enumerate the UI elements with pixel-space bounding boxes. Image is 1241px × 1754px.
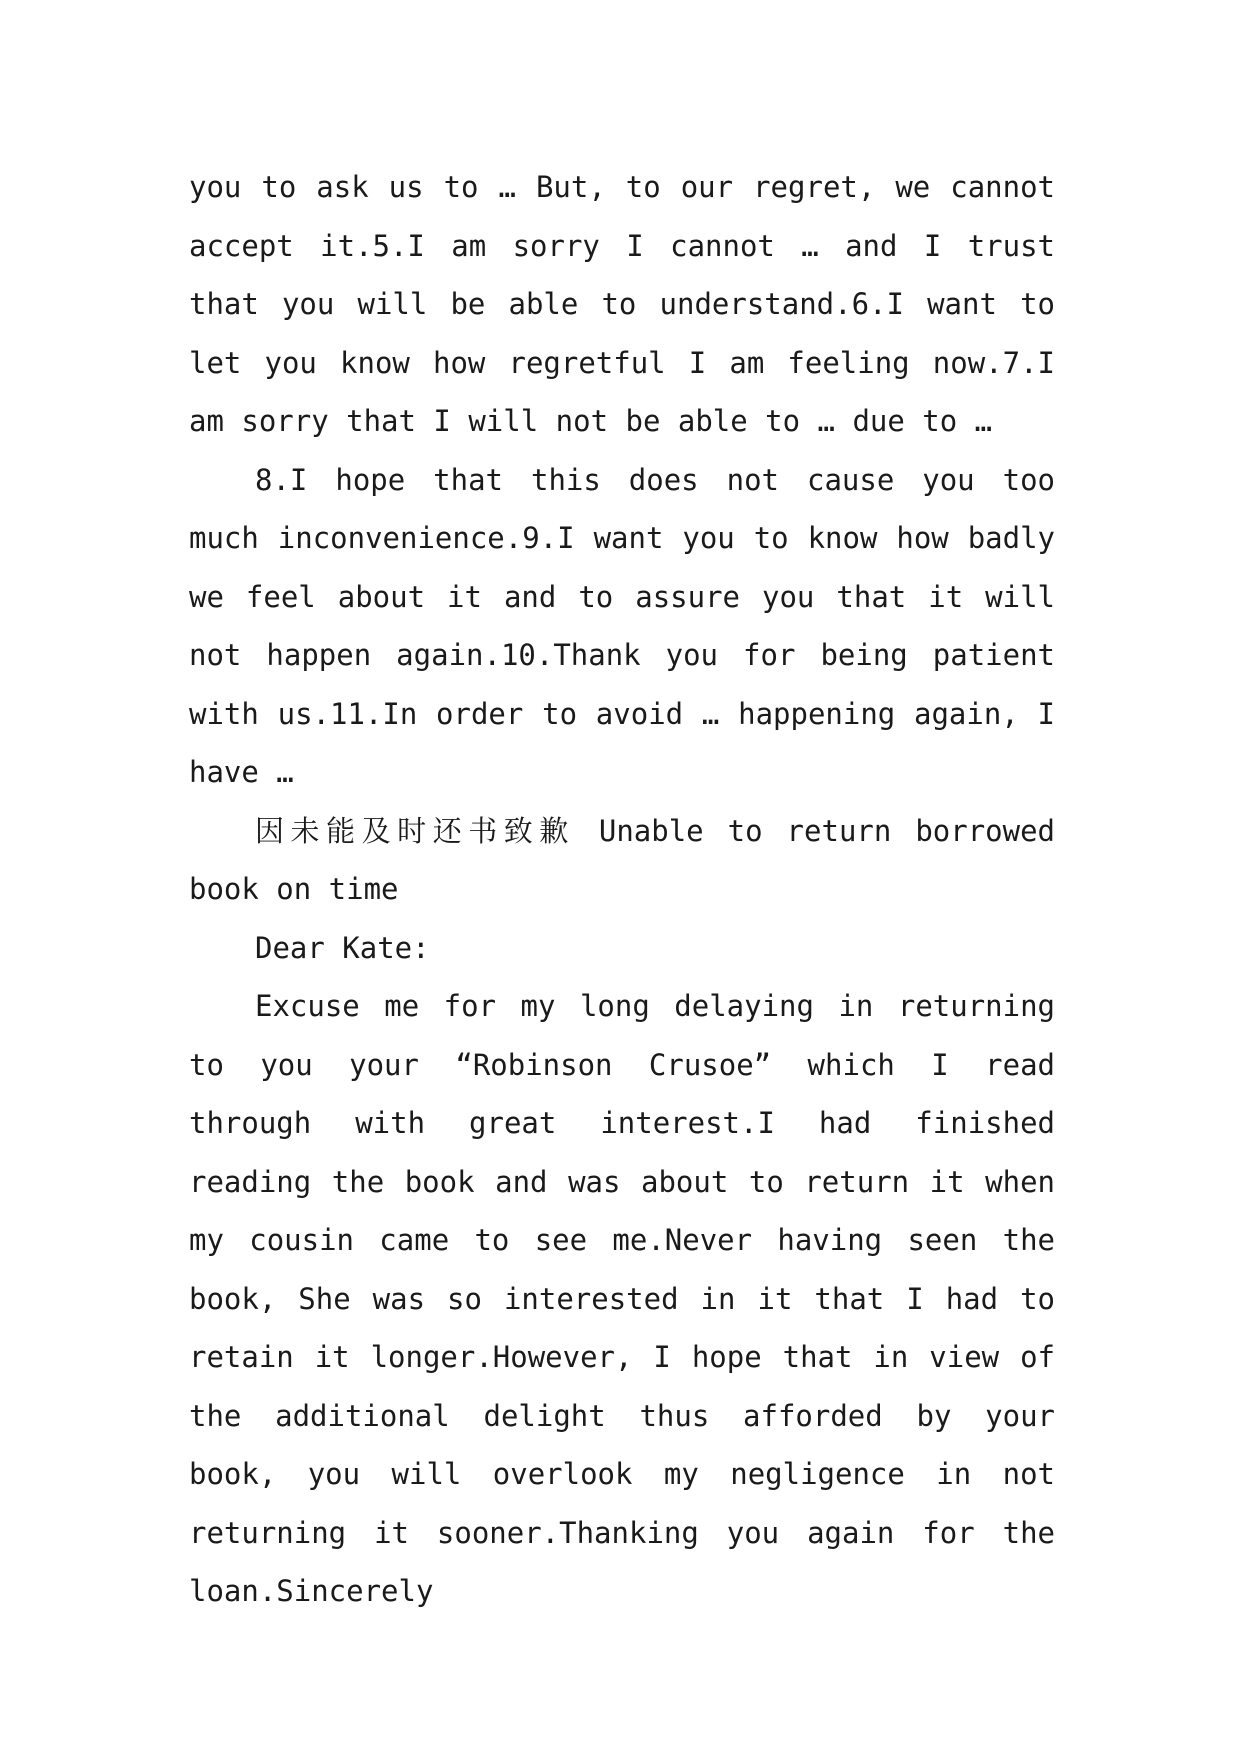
letter-body: Excuse me for my long delaying in returning to you your “Robinson Crusoe” which I read through with great interest.I had finished reading the book and was about to return it when my cousin came to see me.Never having seen the book, She was so interested in it that I had to retain it longer.However, I hope that in view of the additional delight thus afforded by your book, you will overlook my negligence in not returning it sooner.Thanking you again for the loan.Sincerely <box>189 989 1055 1608</box>
paragraph-apology-phrases: 8.I hope that this does not cause you too much inconvenience.9.I want you to know how badly we feel about it and to assure you that it will not happen again.10.Thank you for being patient with us.11.In order to avoid … happening again, I have … <box>189 462 1055 789</box>
document-body <box>189 158 1055 1621</box>
paragraph-regret-phrases: you to ask us to … But, to our regret, we cannot accept it.5.I am sorry I cannot … and I trust that you will be able to understand.6.I want to let you know how regretful I am feeling now.7.I am sorry that I will not be able to … due to … <box>189 170 1055 438</box>
letter-salutation: Dear Kate: <box>255 930 430 965</box>
letter-heading: 因未能及时还书致歉 Unable to return borrowed book on time <box>189 813 1055 906</box>
